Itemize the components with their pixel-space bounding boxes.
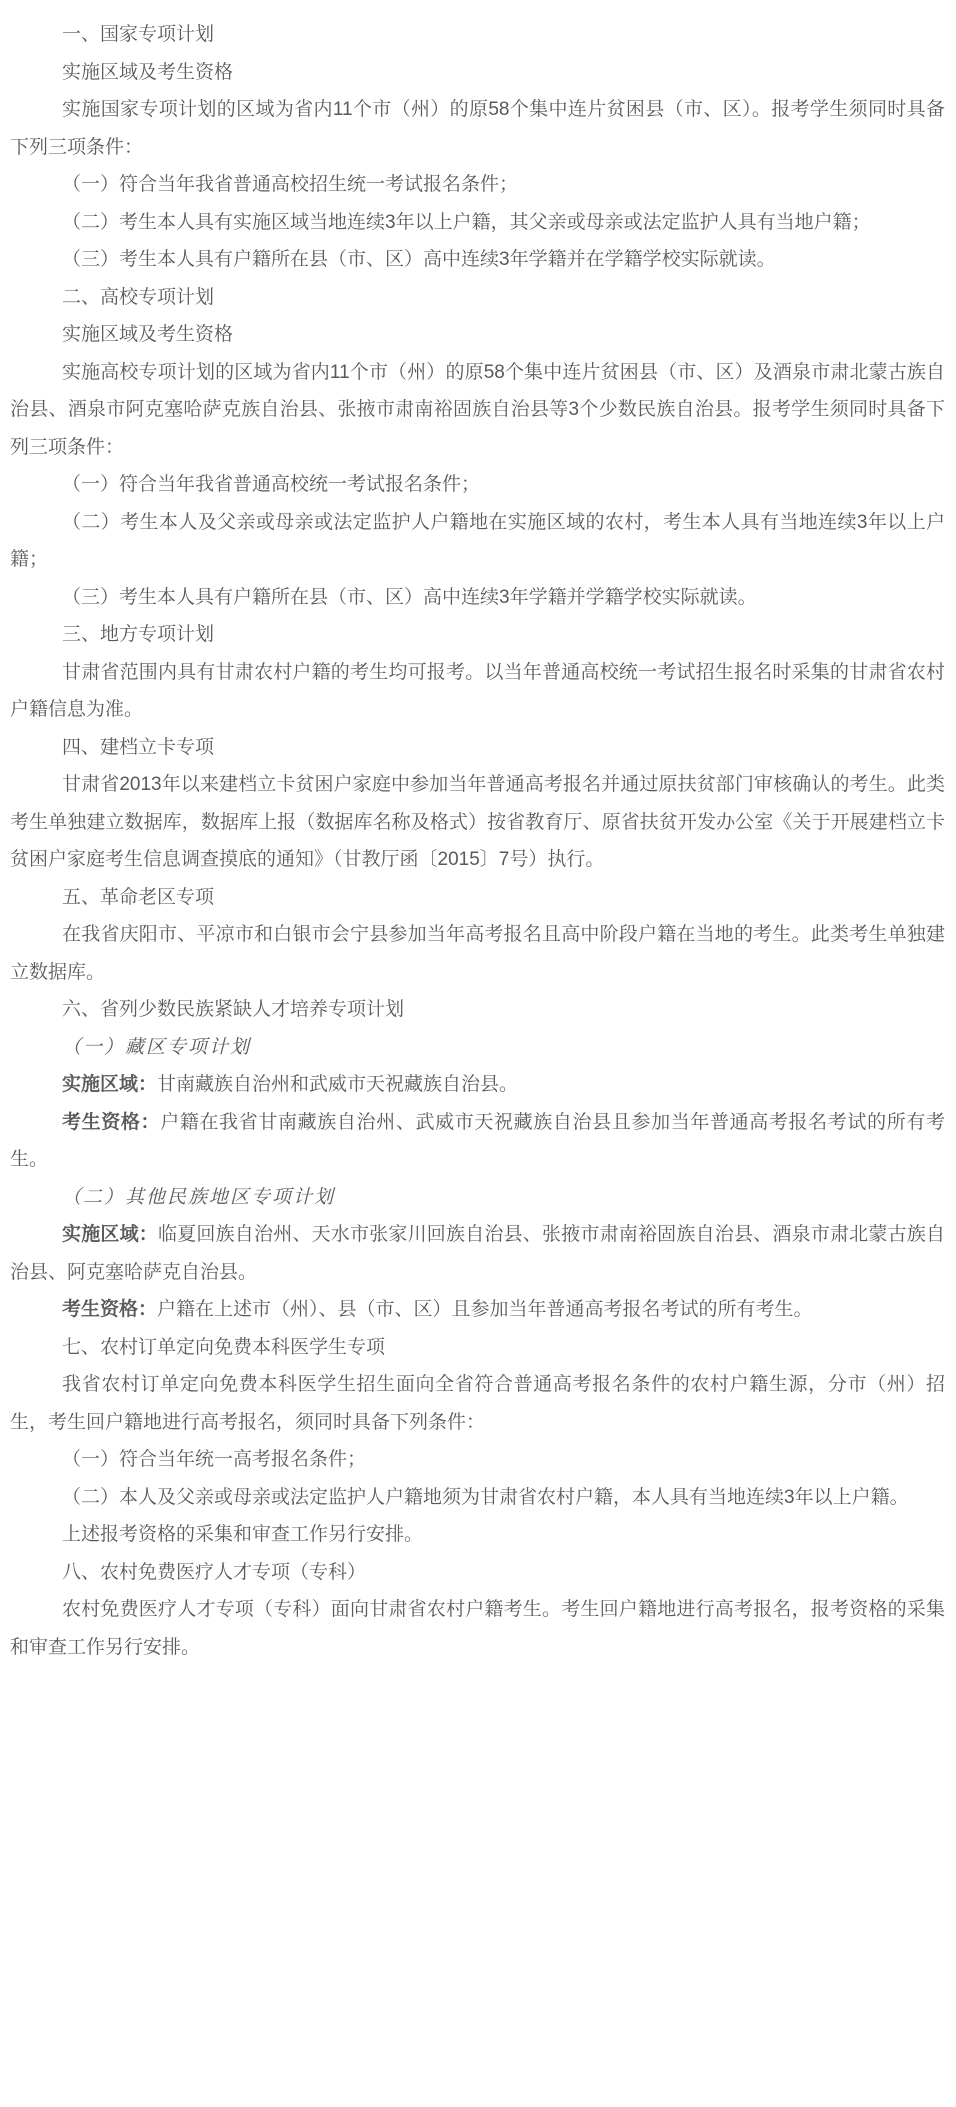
paragraph: 我省农村订单定向免费本科医学生招生面向全省符合普通高考报名条件的农村户籍生源，分市（州）招生，考生回户籍地进行高考报名，须同时具备下列条件：: [10, 1374, 945, 1433]
paragraph: （二）考生本人及父亲或母亲或法定监护人户籍地在实施区域的农村，考生本人具有当地连续3年以上户籍；: [10, 511, 945, 570]
paragraph: 实施区域：甘南藏族自治州和武威市天祝藏族自治县。: [62, 1074, 519, 1095]
section-heading: 一、国家专项计划: [62, 24, 215, 45]
section-heading: 二、高校专项计划: [62, 286, 215, 308]
field-label: 考生资格：: [62, 1299, 158, 1320]
paragraph: 上述报考资格的采集和审查工作另行安排。: [62, 1524, 424, 1545]
section-heading: 七、农村订单定向免费本科医学生专项: [62, 1336, 386, 1358]
paragraph: （三）考生本人具有户籍所在县（市、区）高中连续3年学籍并在学籍学校实际就读。: [62, 249, 776, 270]
paragraph: 实施区域及考生资格: [62, 61, 234, 83]
section-heading: 四、建档立卡专项: [62, 736, 215, 758]
paragraph: 实施区域：临夏回族自治州、天水市张家川回族自治县、张掖市肃南裕固族自治县、酒泉市肃北蒙古族自治县、阿克塞哈萨克自治县。: [10, 1224, 945, 1283]
paragraph: （一）符合当年我省普通高校招生统一考试报名条件；: [62, 174, 519, 195]
section-heading: 三、地方专项计划: [62, 624, 215, 645]
paragraph: 实施高校专项计划的区域为省内11个市（州）的原58个集中连片贫困县（市、区）及酒泉市肃北蒙古族自治县、酒泉市阿克塞哈萨克族自治县、张掖市肃南裕固族自治县等3个少数民族自治县。报考学生须同时具备下列三项条件：: [10, 361, 945, 458]
paragraph: 实施区域及考生资格: [62, 324, 234, 345]
subsection-heading: （一）藏区专项计划: [62, 1036, 252, 1058]
paragraph: （一）符合当年我省普通高校统一考试报名条件；: [62, 474, 481, 495]
paragraph: 在我省庆阳市、平凉市和白银市会宁县参加当年高考报名且高中阶段户籍在当地的考生。此类考生单独建立数据库。: [10, 924, 945, 983]
paragraph: 甘肃省2013年以来建档立卡贫困户家庭中参加当年普通高考报名并通过原扶贫部门审核确认的考生。此类考生单独建立数据库，数据库上报（数据库名称及格式）按省教育厅、原省扶贫开发办公室《关于开展建档立卡贫困户家庭考生信息调查摸底的通知》（甘教厅函〔2015〕7号）执行。: [10, 774, 945, 870]
field-label: 实施区域：: [62, 1224, 158, 1245]
paragraph: 农村免费医疗人才专项（专科）面向甘肃省农村户籍考生。考生回户籍地进行高考报名，报考资格的采集和审查工作另行安排。: [10, 1599, 945, 1658]
paragraph: 实施国家专项计划的区域为省内11个市（州）的原58个集中连片贫困县（市、区）。报考学生须同时具备下列三项条件：: [10, 99, 945, 158]
paragraph: （一）符合当年统一高考报名条件；: [62, 1449, 367, 1470]
field-label: 考生资格：: [62, 1111, 161, 1133]
paragraph: 甘肃省范围内具有甘肃农村户籍的考生均可报考。以当年普通高校统一考试招生报名时采集的甘肃省农村户籍信息为准。: [10, 661, 945, 720]
paragraph: （二）考生本人具有实施区域当地连续3年以上户籍，其父亲或母亲或法定监护人具有当地户籍；: [62, 211, 871, 233]
section-heading: 八、农村免费医疗人才专项（专科）: [62, 1561, 367, 1583]
paragraph: 考生资格：户籍在上述市（州）、县（市、区）且参加当年普通高考报名考试的所有考生。: [62, 1299, 813, 1320]
field-label: 实施区域：: [62, 1074, 158, 1095]
section-heading: 五、革命老区专项: [62, 886, 215, 908]
paragraph: （二）本人及父亲或母亲或法定监护人户籍地须为甘肃省农村户籍，本人具有当地连续3年以上户籍。: [62, 1486, 909, 1508]
paragraph: 考生资格：户籍在我省甘南藏族自治州、武威市天祝藏族自治县且参加当年普通高考报名考试的所有考生。: [10, 1111, 945, 1170]
section-heading: 六、省列少数民族紧缺人才培养专项计划: [62, 999, 405, 1020]
subsection-heading: （二）其他民族地区专项计划: [62, 1186, 336, 1208]
paragraph: （三）考生本人具有户籍所在县（市、区）高中连续3年学籍并学籍学校实际就读。: [62, 586, 757, 608]
